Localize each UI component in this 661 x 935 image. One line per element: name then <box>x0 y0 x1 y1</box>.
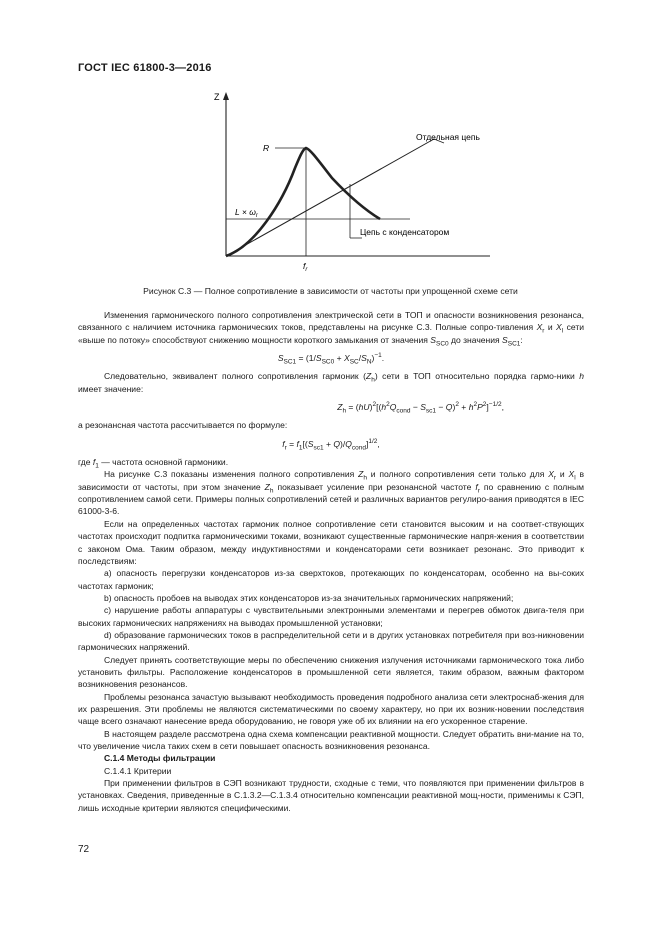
y-axis-arrow <box>223 92 229 100</box>
paragraph-3: а резонансная частота рассчитывается по формуле: <box>78 420 288 431</box>
paragraph-6: Если на определенных частотах гармоник полное сопротивление сети становится высоким и на соответ-ствующих частотах происходит подпитка гармоническими токами, возникают существенные гармонические напря-жения в соответствии с законом Ома. Таким образом, между индуктивностями и конденсаторами сети возникает резонанс. Это приводит к последствиям: <box>78 518 584 566</box>
capacitor-circuit-curve <box>226 148 380 256</box>
formula-zh: $Z_h = (hU)^2[(h^2Q_{cond} - S_{sc1} - Q)^2 + h^2P^2]^{-1/2}$, <box>337 401 504 415</box>
single-circuit-line <box>226 139 434 256</box>
paragraph-7: Следует принять соответствующие меры по обеспечению снижения излучения источниками гармонического тока либо установить фильтры. Расположение конденсаторов в промышленной сети является, таким образом, важным фактором возникновения резонансов. <box>78 654 584 690</box>
r-label: R <box>263 143 270 153</box>
paragraph-2: Следовательно, эквивалент полного сопротивления гармоник $(Z_h)$ сети в ТОП относительно порядка гармо-ники h имеет значение: <box>78 371 584 394</box>
body-text <box>78 309 584 814</box>
paragraph-10: При применении фильтров в СЭП возникают трудности, сходные с теми, что появляются при применении фильтров в установках. Сведения, приведенные в С.1.3.2—С.1.3.4 относительно компенсации реактивной мощ-ности, применимы к СЭП, лишь исходные критерии являются специфическими. <box>78 778 584 813</box>
list-item-a: а) опасность перегрузки конденсаторов из-за сверхтоков, протекающих по конденсаторам, особенно на вы-соких частотах гармоник; <box>78 568 584 591</box>
lw-label: $L \times \omega_r$ <box>235 207 258 219</box>
list-item-d: d) образование гармонических токов в распределительной сети и в других установках потребителя при воз-никновении гармонических напряжений. <box>78 629 584 653</box>
paragraph-9: В настоящем разделе рассмотрена одна схема компенсации реактивной мощности. Следует обратить вни-мание на то, что увеличение числа таких схем в сети повышает опасность возникновения резонанса. <box>78 728 584 751</box>
list-item-c: с) нарушение работы аппаратуры с чувствительными электронными элементами и перегрев обмоток двига-теля при высоких гармонических напряжениях на выводах промышленной установки; <box>78 605 584 628</box>
capacitor-label: Цепь с конденсатором <box>360 227 450 237</box>
paragraph-5: На рисунке С.3 показаны изменения полного сопротивления $Z_h$ и полного сопротивления сети только для $X_r$ и $X_l$ в зависимости от частоты, при этом значение $Z_h$ показывает усиление при резонансной частоте $f_r$ по сравнению с полным сопротивлением самой сети. Примеры полных сопротивлений сетей и различных вариантов регулиро-вания приводятся в IEC 61000-3-6. <box>78 469 585 517</box>
formula-fr: $f_r = f_1[(S_{sc1} + Q)/Q_{cond}]^{1/2}$, <box>282 437 380 452</box>
section-heading: С.1.4 Методы фильтрации <box>104 753 216 764</box>
subsection-heading: С.1.4.1 Критерии <box>104 765 172 776</box>
y-axis-label: Z <box>214 92 220 102</box>
document-header: ГОСТ IEC 61800-3—2016 <box>78 62 212 74</box>
paragraph-8: Проблемы резонанса зачастую вызывают необходимость проведения подробного анализа сети электроснаб-жения для их разрешения. Эти проблемы не являются систематическими по своему характеру, но при их возник-новении последствия чаще всего означают нанесение вреда оборудованию, не говоря уже об их влиянии на его ускоренное старение. <box>78 691 584 727</box>
impedance-figure <box>200 88 500 278</box>
paragraph-1: Изменения гармонического полного сопротивления электрической сети в ТОП и опасности возникновения резонанса, связанного с наличием источника гармонических токов, представлены на рисунке С.3. Полные сопро-тивления $X_r$ и $X_l$ сети «выше по потоку» способствуют снижению мощности короткого замыкания от значения $S_{SC0}$ до значения $S_{SC1}$: <box>78 310 585 348</box>
fr-label: $f_r$ <box>303 261 308 273</box>
single-circuit-label: Отдельная цепь <box>416 132 480 142</box>
formula-ssc1: $S_{SC1} = (1/S_{SC0} + X_{SC}/S_N)^{-1}$. <box>277 352 385 366</box>
page-number: 72 <box>78 844 90 855</box>
list-item-b: b) опасность пробоев на выводах этих конденсаторов из-за значительных гармонических напряжений; <box>104 592 514 603</box>
figure-caption: Рисунок С.3 — Полное сопротивление в зависимости от частоты при упрощенной схеме сети <box>143 286 518 296</box>
paragraph-4: где $f_1$ — частота основной гармоники. <box>78 457 229 470</box>
